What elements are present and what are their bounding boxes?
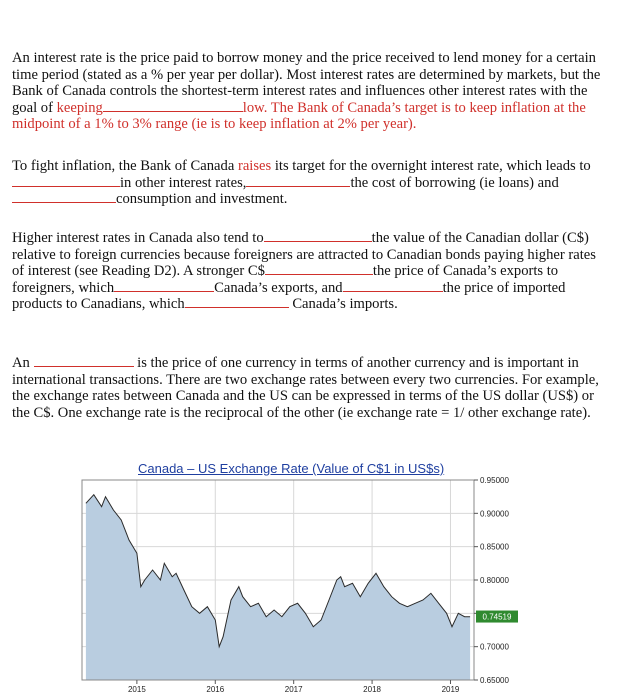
p1-red-inflation-target: low. The Bank of Canada’s target is to keep inflation at the midpoint of a 1% to 3% range (ie is to keep inflation at 2% per year). xyxy=(12,99,586,133)
x-tick-label: 2019 xyxy=(441,685,460,694)
p2-text-f: consumption and investment. xyxy=(116,191,288,208)
y-tick-label: 0.65000 xyxy=(480,676,509,685)
p2-text-c: its target for the overnight interest rate, which leads to xyxy=(271,158,591,174)
p3-text-c: the price of Canada’s exports to foreigners, which xyxy=(12,263,559,296)
p3-text-e: the price of imported products to Canadians, which xyxy=(12,279,566,313)
p3-text-d: Canada’s exports, and xyxy=(214,279,343,296)
current-value-label: 0.74519 xyxy=(482,612,512,622)
p2-red-raises: raises xyxy=(237,158,272,174)
p2-text-a: To fight inflation, the Bank of Canada xyxy=(12,158,238,174)
p3-text-a: Higher interest rates in Canada also tend to xyxy=(12,230,264,246)
current-value-marker xyxy=(476,611,518,623)
p4-text-a: An xyxy=(12,355,30,371)
y-tick-label: 0.95000 xyxy=(480,476,509,485)
p1-red-keeping: keeping xyxy=(56,99,103,116)
p3-text-f: Canada’s imports. xyxy=(292,296,398,313)
x-tick-label: 2015 xyxy=(127,685,146,694)
y-axis xyxy=(474,476,509,685)
chart-title: Canada – US Exchange Rate (Value of C$1 in US$s) xyxy=(138,461,445,476)
p2-text-e: the cost of borrowing (ie loans) and xyxy=(350,174,559,191)
p1-text: An interest rate is the price paid to borrow money and the price received to lend money for a certain time period (stated as a % per year per dollar). Most interest rates are determined by markets, but the Bank of Canada controls the shortest-term interest rates and influences other interest rates with the goal of xyxy=(12,50,601,116)
y-tick-label: 0.80000 xyxy=(480,576,509,585)
exchange-rate-area xyxy=(86,495,470,680)
p3-text-b: the value of the Canadian dollar (C$) relative to foreign currencies because foreigners are attracted to Canadian bonds paying higher rates of interest (see Reading D2). A stronger C$ xyxy=(12,230,596,280)
p2-text-d: in other interest rates, xyxy=(120,174,247,191)
y-tick-label: 0.85000 xyxy=(480,542,509,552)
x-tick-label: 2016 xyxy=(206,685,225,694)
y-tick-label: 0.90000 xyxy=(480,509,509,519)
x-axis xyxy=(128,680,460,694)
x-tick-label: 2018 xyxy=(363,685,381,694)
p4-text-b: is the price of one currency in terms of another currency and is important in international transactions. There are two exchange rates between every two currencies. For example, the exchange rates between Canada and the US can be expressed in terms of the US dollar (US$) or the C$. One exchange rate is the reciprocal of the other (ie exchange rate = 1/ other exchange rate). xyxy=(12,355,599,421)
y-tick-label: 0.70000 xyxy=(480,642,509,652)
x-tick-label: 2017 xyxy=(284,685,303,694)
